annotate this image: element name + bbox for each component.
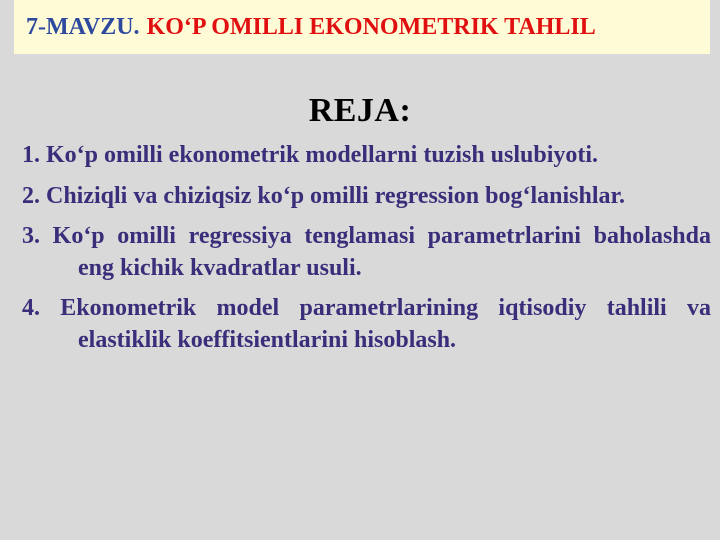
title-bar — [14, 0, 710, 54]
topic-number: 7-MAVZU. — [26, 13, 140, 40]
plan-list — [22, 140, 711, 365]
plan-heading: REJA: — [308, 92, 412, 129]
plan-item-2: 2. Chiziqli va chiziqsiz ko‘p omilli regression bog‘lanishlar. — [22, 182, 625, 209]
plan-item-1: 1. Ko‘p omilli ekonometrik modellarni tuzish uslubiyoti. — [22, 142, 599, 168]
plan-item-4: 4. Ekonometrik model parametrlarining iqtisodiy tahlili va elastiklik koeffitsientlarini hisoblash. — [22, 295, 711, 353]
plan-item-3: 3. Ko‘p omilli regressiya tenglamasi parametrlarini baholashda eng kichik kvadratlar usuli. — [22, 223, 711, 281]
topic-title: KO‘P OMILLI EKONOMETRIK TAHLIL — [146, 13, 596, 40]
